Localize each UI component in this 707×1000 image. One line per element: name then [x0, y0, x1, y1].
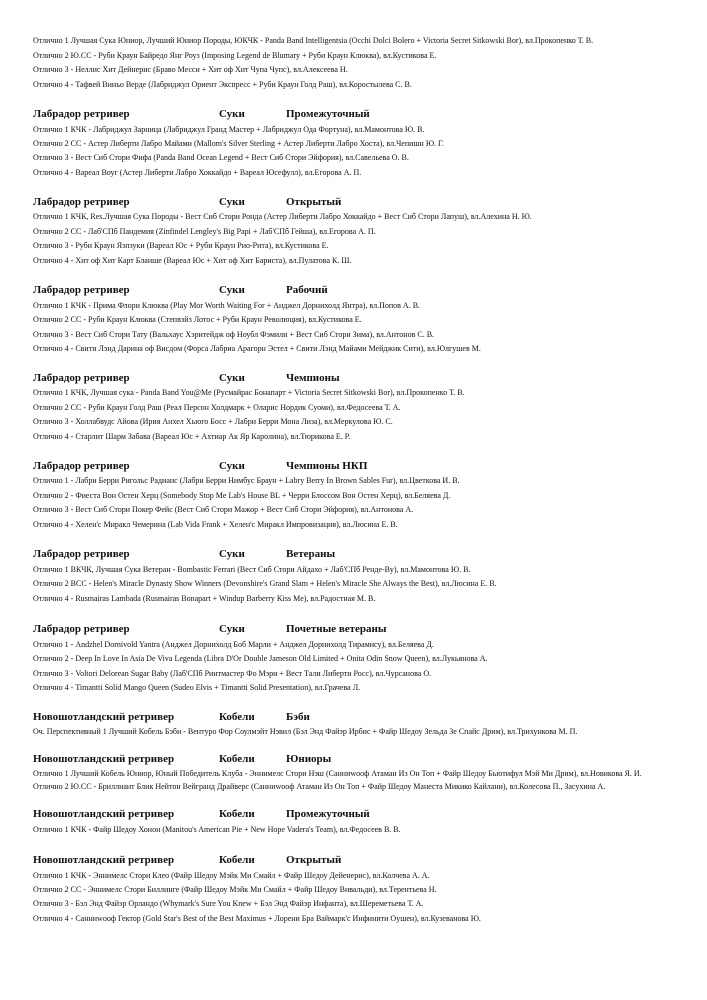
results-section [33, 806, 683, 837]
result-entry: Отлично 1 КЧК, Лучшая сука - Panda Band You@Me (Русмайрас Бонапарт + Victoria Secret Sitkowski Bor), вл.Прокопенко Т. В. [33, 388, 465, 398]
result-entry: Отлично 2 ВСС - Helen's Miracle Dynasty Show Winners (Devonshire's Grand Slam + Helen's Miracle She Always the Best), вл.Люсина Е. В. [33, 579, 497, 589]
breed-label: Новошотландский ретривер [33, 711, 175, 724]
sex-label: Суки [219, 372, 245, 385]
class-label: Чемпионы [286, 372, 340, 385]
sex-label: Кобели [219, 753, 255, 766]
class-label: Открытый [286, 196, 342, 209]
result-entry: Отлично 1 КЧК - Прима Флори Клюква (Play Mor Worth Waiting For + Анджел Дорнихолд Янтра), вл.Попов А. В. [33, 300, 421, 310]
result-entry: Отлично 2 - Фиеста Вон Остен Херц (Somebody Stop Me Lab's House BL + Черри Блоссом Вон Остен Херц), вл.Беляева Д. [33, 491, 451, 501]
results-section [33, 194, 683, 268]
section-header [33, 621, 683, 637]
result-entry: Отлично 1 Лучшая Сука Юниор, Лучший Юниор Породы, ЮКЧК - Panda Band Intelligentsia (Occhi Dolci Bolero + Victoria Secret Sitkowski Bor), вл.Прокопенко Т. В. [33, 36, 594, 45]
results-section [33, 546, 683, 607]
breed-label: Лабрадор ретривер [33, 372, 130, 385]
class-label: Рабочий [286, 283, 328, 296]
section-header [33, 370, 683, 386]
section-header [33, 106, 683, 122]
results-section [33, 36, 683, 92]
class-label: Ветераны [286, 547, 336, 560]
result-entry: Отлично 3 - Voltori Delorean Sugar Baby (Лаб'СПб Ринтмастер Фо Мэри + Вест Тали Либерти Росс), вл.Чурсанова О. [33, 668, 432, 678]
result-entry: Отлично 1 - Andzhel Dornivold Yantra (Анджел Дорнихолд Боб Марли + Анджел Дорнихолд Тирамису), вл.Беляева Д. [33, 639, 434, 649]
class-label: Открытый [286, 853, 342, 866]
result-entry: Отлично 3 - Неллис Хит Дейнерис (Браво Месси + Хит оф Хит Чупа Чупс), вл.Алексеева Н. [33, 65, 348, 75]
class-label: Почетные ветераны [286, 622, 387, 635]
result-entry: Отлично 2 - Deep In Love In Asia De Viva Legenda (Libra D'Or Double Jameson Old Limited + Onita Odin Snow Queen), вл.Лукьянова А. [33, 653, 488, 663]
result-entry: Отлично 4 - Санниwооф Гектор (Gold Star's Best of the Best Maximus + Лорени Бра Ваймарк'с Инфинити Оушен), вл.Кузеванова Ю. [33, 913, 481, 923]
breed-label: Лабрадор ретривер [33, 547, 130, 560]
breed-label: Новошотландский ретривер [33, 753, 175, 766]
section-header [33, 546, 683, 562]
results-section [33, 370, 683, 444]
result-entry: Отлично 1 - Лабри Берри Ригольс Радианс (Лабри Берри Нимбус Браун + Labry Berry In Brown Sables Fur), вл.Цветкова И. В. [33, 476, 460, 486]
breed-label: Новошотландский ретривер [33, 853, 175, 866]
class-label: Промежуточный [286, 808, 370, 821]
class-label: Чемпионы НКП [286, 460, 368, 473]
sex-label: Кобели [219, 808, 255, 821]
class-label: Промежуточный [286, 107, 370, 120]
result-entry: Отлично 3 - Вест Сиб Стори Тату (Вальхаус Хэритейдж оф Ноубл Фэмили + Вест Сиб Стори Зима), вл.Антонов С. В. [33, 329, 435, 339]
breed-label: Лабрадор ретривер [33, 460, 130, 473]
sex-label: Кобели [219, 853, 255, 866]
results-section [33, 621, 683, 696]
sex-label: Суки [219, 547, 245, 560]
result-entry: Отлично 1 КЧК - Файр Шедоу Хонон (Manitou's American Pie + New Hope Vadera's Team), вл.Федосеев В. В. [33, 825, 401, 835]
result-entry: Отлично 4 - Свити Лэнд Дарина оф Висдом (Форса Лабриа Арагорн Эстел + Свити Лэнд Майами Мейджик Сити), вл.Юлгушев М. [33, 343, 481, 353]
sex-label: Суки [219, 107, 245, 120]
section-header [33, 458, 683, 474]
result-entry: Отлично 2 СС - Лаб'СПб Пандемия (Zinfindel Lengley's Big Papi + Лаб'СПб Гейша), вл.Егорова А. П. [33, 227, 376, 237]
section-header [33, 806, 683, 822]
section-header [33, 709, 683, 725]
results-section [33, 282, 683, 356]
breed-label: Новошотландский ретривер [33, 808, 175, 821]
breed-label: Лабрадор ретривер [33, 196, 130, 209]
result-entry: Отлично 4 - Хелен'с Миракл Чемерина (Lab Vida Frank + Хелен'с Миракл Импровизация), вл.Люсина Е. В. [33, 519, 398, 529]
breed-label: Лабрадор ретривер [33, 107, 130, 120]
result-entry: Отлично 1 Лучший Кобель Юниор, Юный Победитель Клуба - Эннимелс Стори Нэш (Санниwооф Атаман Из Он Топ + Файр Шедоу Бьютифул Мэй Ми Дрим), вл.Новикова Я. И. [33, 769, 642, 779]
result-entry: Отлично 1 КЧК - Лабриджул Зарница (Лабриджул Гранд Мастер + Лабриджул Ода Фортуна), вл.Мамонтова Ю. В. [33, 124, 425, 134]
result-entry: Отлично 3 - Вест Сиб Стори Фифа (Panda Band Ocean Legend + Вест Сиб Стори Эйфория), вл.Савельева О. В. [33, 153, 409, 163]
result-entry: Отлично 3 - Вест Сиб Стори Покер Фейс (Вест Сиб Стори Мажор + Вест Сиб Стори Эйфория), вл.Антонова А. [33, 505, 414, 515]
result-entry: Отлично 2 СС - Эннимелс Стори Биллинге (Файр Шедоу Мэйк Ми Смайл + Файр Шедоу Вивальди), вл.Терентьева Н. [33, 885, 437, 895]
sex-label: Суки [219, 460, 245, 473]
breed-label: Лабрадор ретривер [33, 622, 130, 635]
result-entry: Отлично 2 СС - Руби Краун Голд Раш (Реал Персон Холдмарк + Оларис Нордик Суоми), вл.Федосеева Т. А. [33, 403, 401, 413]
sex-label: Кобели [219, 711, 255, 724]
breed-label: Лабрадор ретривер [33, 283, 130, 296]
section-header [33, 282, 683, 298]
section-header [33, 852, 683, 868]
result-entry: Отлично 3 - Холлабвудс Айова (Ирия Анхел Хьюго Босс + Лабри Берри Мона Лиза), вл.Меркулова Ю. С. [33, 417, 393, 427]
class-label: Юниоры [286, 753, 332, 766]
result-entry: Отлично 4 - Хит оф Хит Карт Бланше (Вареал Юс + Хит оф Хит Бариста), вл.Пулатова К. Ш. [33, 255, 352, 265]
result-entry: Отлично 1 КЧК, Res.Лучшая Сука Породы - Вест Сиб Стори Ронда (Астер Либерти Лабро Хоккайдо + Вест Сиб Стори Лапуш), вл.Алехина Н. Ю. [33, 212, 532, 222]
sex-label: Суки [219, 622, 245, 635]
result-entry: Отлично 4 - Старлит Шарм Забава (Вареал Юс + Ахтиар Ак Яр Каролина), вл.Тюрикова Е. Р. [33, 431, 351, 441]
result-entry: Отлично 2 Ю.СС - Бриллиант Блик Нейтон Вейгранд Драйверс (Санниwооф Атаман Из Он Топ + Файр Шедоу Манеста Микико Кайлани), вл.Колесова П., Засухина А. [33, 782, 606, 792]
result-entry: Отлично 4 - Тафвей Виньо Верде (Лабриджул Ориент Экспресс + Руби Краун Голд Раш), вл.Коростылева С. В. [33, 79, 412, 89]
result-entry: Отлично 3 - Бэл Энд Файэр Орландо (Whymark's Sure You Knew + Бэл Энд Файэр Инфанта), вл.Шереметьева Т. А. [33, 899, 424, 909]
sex-label: Суки [219, 196, 245, 209]
result-entry: Отлично 4 - Rusmairas Lambada (Rusmairas Bonapart + Windup Barberry Kiss Me), вл.Радостная М. В. [33, 594, 376, 604]
results-section [33, 852, 683, 924]
result-entry: Отлично 4 - Timantti Solid Mango Queen (Sudeo Elvis + Timantti Solid Presentation), вл.Грачева Л. [33, 683, 361, 693]
results-section [33, 106, 683, 180]
result-entry: Отлично 2 СС - Астер Либерти Лабро Майами (Mallom's Silver Sterling + Астер Либерти Лабро Хоста), вл.Чепишн Ю. Г. [33, 139, 444, 149]
result-entry: Отлично 2 Ю.СС - Руби Краун Байредо Янг Роуз (Imposing Legend de Blumary + Руби Краун Клюква), вл.Кустикова Е. [33, 51, 437, 60]
results-section [33, 458, 683, 532]
results-section [33, 709, 683, 737]
sex-label: Суки [219, 283, 245, 296]
class-label: Бэби [286, 711, 310, 724]
results-list [33, 34, 683, 938]
results-section [33, 751, 683, 792]
section-header [33, 194, 683, 210]
result-entry: Отлично 1 ВКЧК, Лучшая Сука Ветеран - Bombastic Ferrari (Вест Сиб Стори Айдахо + Лаб'СПб Ренде-Ву), вл.Мамонтова Ю. В. [33, 564, 471, 574]
result-entry: Отлично 4 - Вареал Воуг (Астер Либерти Лабро Хоккайдо + Вареал Юсефулл), вл.Егорова А. П. [33, 167, 362, 177]
section-header [33, 751, 683, 767]
result-entry: Отлично 2 СС - Руби Краун Клюква (Степвэйз Лотос + Руби Краун Революция), вл.Кустикова Е. [33, 315, 362, 325]
result-entry: Оч. Перспективный 1 Лучший Кобель Бэби - Вентуро Фор Соулмэйт Нэвил (Бэл Энд Файэр Ирбис + Файр Шедоу Зельда Зе Спайс Дрим), вл.Трихункова М. П. [33, 727, 578, 737]
result-entry: Отлично 3 - Руби Краун Язпзуки (Вареал Юс + Руби Краун Рио-Рита), вл.Кустикова Е. [33, 241, 329, 251]
result-entry: Отлично 1 КЧК - Эннимелс Стори Клео (Файр Шедоу Мэйк Ми Смайл + Файр Шедоу Дейенерис), вл.Колчева А. А. [33, 870, 430, 880]
